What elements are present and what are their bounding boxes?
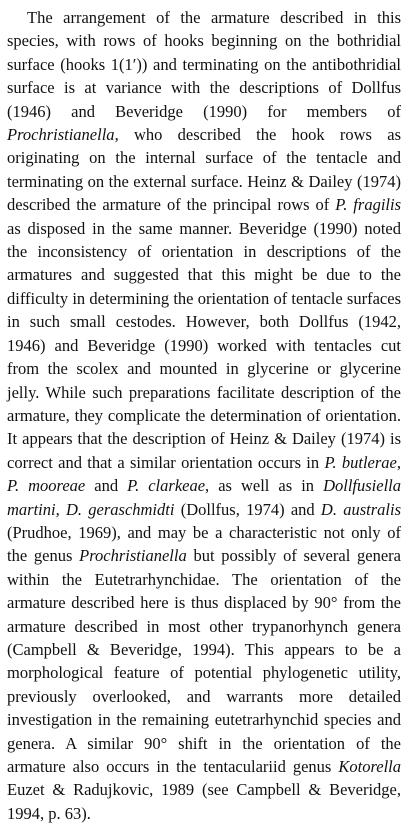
text-run: , as well as in [205, 476, 324, 496]
text-run: (Prudhoe, 1969), and may be a characteristic not only of the genus [7, 522, 401, 566]
italic-text-run: Kotorella [338, 757, 401, 776]
italic-text-run: P. fragilis [335, 195, 401, 215]
text-run: (Dollfus, 1974) and [174, 499, 321, 519]
text-run: as disposed in the same manner. Beveridge (1990) noted the inconsistency of orientation in descriptions of the armatures and suggested that this might be due to the difficulty in determining the orientation of tentacle surfaces in such small cestodes. However, both Dollfus (1942, 1946) and Beveridge (1990) worked with tentacles cut from the scolex and mounted in glycerine or glycerine jelly. While such preparations facilitate description of the armature, they complicate the determination of orientation. It appears that the description of Heinz & Dailey (1974) is correct and that a similar orientation occurs in [7, 218, 401, 472]
italic-text-run: P. mooreae [7, 476, 86, 496]
body-paragraph [7, 6, 401, 825]
text-run: Euzet & Radujkovic, 1989 (see Campbell & Beveridge, 1994, p. 63). [7, 780, 401, 823]
text-run: but possibly of several genera within the Eutetrarhynchidae. The orientation of the armature described here is thus displaced by 90° from the armature described in most other trypanorhynch genera (Campbell & Beveridge, 1994). This appears to be a morphological feature of potential phylogenetic utility, previously overlooked, and warrants more detailed investigation in the remaining eutetrarhynchid species and genera. A similar 90° shift in the orientation of the armature also occurs in the tentaculariid genus [7, 546, 401, 776]
italic-text-run: Prochristianella [79, 546, 187, 566]
italic-text-run: P. butlerae [324, 452, 397, 472]
text-run: , who described the hook rows as originating on the internal surface of the tentacle and terminating on the external surface. Heinz & Dailey (1974) described the armature of the principal rows of [7, 125, 401, 215]
italic-text-run: Dollfusiella martini, D. geraschmidti [7, 476, 401, 519]
italic-text-run: D. australis [320, 499, 401, 519]
italic-text-run: P. clarkeae [127, 476, 206, 496]
italic-text-run: Prochristianella [7, 125, 115, 145]
text-run: , [396, 452, 401, 472]
text-run: The arrangement of the armature described in this species, with rows of hooks beginning on the bothridial surface (hooks 1(1′)) and terminating on the antibothridial surface is at variance with the descriptions of Dollfus (1946) and Beveridge (1990) for members of [7, 8, 401, 121]
text-run: and [85, 476, 128, 496]
